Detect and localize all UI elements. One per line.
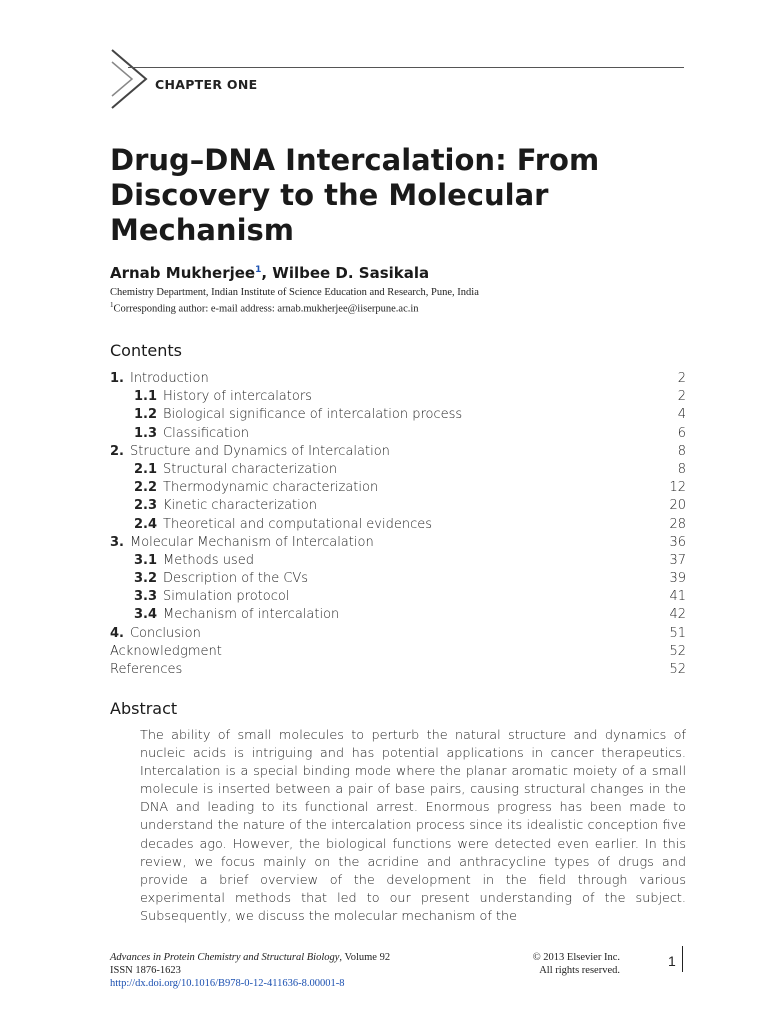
toc-entry[interactable] xyxy=(110,534,686,552)
contents-heading: Contents xyxy=(110,341,182,360)
toc-entry-title: Simulation protocol xyxy=(163,589,290,605)
toc-entry-number: 2.1 xyxy=(134,461,158,477)
toc-entry[interactable] xyxy=(110,661,686,679)
toc-entry-page: 2 xyxy=(677,371,686,386)
toc-entry-page: 12 xyxy=(669,480,686,496)
toc-entry[interactable] xyxy=(110,388,686,406)
toc-entry-number: 1.3 xyxy=(134,425,158,441)
corresponding-author xyxy=(110,299,479,316)
toc-entry-title: Thermodynamic characterization xyxy=(163,480,379,496)
page-number-bar xyxy=(682,946,683,972)
toc-entry-number: 3.2 xyxy=(134,571,158,587)
footer-copyright xyxy=(470,951,620,977)
doi-link[interactable]: http://dx.doi.org/10.1016/B978-0-12-411636-8.00001-8 xyxy=(110,978,345,989)
rights-line: All rights reserved. xyxy=(539,965,620,976)
affiliation: Chemistry Department, Indian Institute of Science Education and Research, Pune, India xyxy=(110,287,479,298)
toc-entry-title: Acknowledgment xyxy=(110,643,222,659)
affiliation-block xyxy=(110,286,479,316)
journal-name: Advances in Protein Chemistry and Structural Biology xyxy=(110,952,340,963)
toc-entry[interactable] xyxy=(110,443,686,461)
toc-entry-page: 2 xyxy=(677,389,686,405)
toc-entry-page: 8 xyxy=(677,461,686,477)
toc-entry-number: 2. xyxy=(110,443,124,459)
toc-entry-page: 28 xyxy=(669,516,686,532)
chapter-label: CHAPTER ONE xyxy=(155,77,258,92)
toc-entry[interactable] xyxy=(110,625,686,643)
toc-entry-title: Structural characterization xyxy=(163,461,338,477)
corresponding-marker: 1 xyxy=(110,301,114,309)
toc-entry[interactable] xyxy=(110,370,686,388)
page-number: 1 xyxy=(668,953,676,969)
chapter-rule xyxy=(128,67,684,68)
copyright-line: © 2013 Elsevier Inc. xyxy=(532,952,620,963)
toc-entry-number: 1.1 xyxy=(134,389,158,405)
footer-journal-line xyxy=(110,951,390,964)
toc-entry-page: 4 xyxy=(677,407,686,423)
toc-entry-number: 2.3 xyxy=(134,498,158,514)
toc-entry-number: 3. xyxy=(110,534,124,550)
chapter-chevron-icon xyxy=(110,48,150,110)
toc-entry-title: Molecular Mechanism of Intercalation xyxy=(129,534,374,550)
footer-issn: ISSN 1876-1623 xyxy=(110,965,181,976)
toc-entry-page: 42 xyxy=(669,607,686,623)
toc-entry-title: Structure and Dynamics of Intercalation xyxy=(129,443,390,459)
toc-entry-number: 2.4 xyxy=(134,516,158,532)
toc-entry-number: 1. xyxy=(110,371,124,386)
toc-entry-title: Conclusion xyxy=(129,625,201,641)
abstract-text: The ability of small molecules to perturb the natural structure and dynamics of nucleic acids is intriguing and has potential applications in cancer therapeutics. Intercalation is a special binding mode where the planar aromatic moiety of a small molecule is inserted between a pair of base pairs, causing structural changes in the DNA and leading to its functional arrest. Enormous progress has been made to understand the nature of the intercalation process since its idealistic conception five decades ago. However, the biological functions were detected even earlier. In this review, we focus mainly on the acridine and anthracycline types of drugs and provide a brief overview of the development in the field through various experimental methods that led to our present understanding of the subject. Subsequently, we discuss the molecular mechanism of the xyxy=(140,728,686,924)
toc-entry-number: 4. xyxy=(110,625,124,641)
toc-entry-title: Description of the CVs xyxy=(163,571,309,587)
toc-entry-title: Theoretical and computational evidences xyxy=(163,516,433,532)
author-line xyxy=(110,264,429,282)
author-second: Wilbee D. Sasikala xyxy=(267,264,430,282)
toc-entry-title: Biological significance of intercalation process xyxy=(163,407,463,423)
toc-entry[interactable] xyxy=(110,516,686,534)
toc-entry-page: 8 xyxy=(677,443,686,459)
author-footnote-marker[interactable]: 1 xyxy=(255,265,262,275)
toc-entry-title: Kinetic characterization xyxy=(163,498,317,514)
toc-entry[interactable] xyxy=(110,643,686,661)
toc-entry-page: 6 xyxy=(677,425,686,441)
toc-entry-number: 3.3 xyxy=(134,589,158,605)
toc-entry-title: Methods used xyxy=(163,552,254,568)
toc-entry-title: Introduction xyxy=(129,371,209,386)
toc-entry-number: 3.4 xyxy=(134,607,158,623)
toc-entry[interactable] xyxy=(110,406,686,424)
toc-entry-title: References xyxy=(110,662,183,677)
toc-entry-number: 2.2 xyxy=(134,480,158,496)
toc-entry-page: 52 xyxy=(669,643,686,659)
footer-citation xyxy=(110,951,390,990)
toc-entry-title: History of intercalators xyxy=(163,389,312,405)
toc-entry-page: 41 xyxy=(669,589,686,605)
toc-entry-page: 39 xyxy=(669,571,686,587)
toc-entry-number: 3.1 xyxy=(134,552,158,568)
corresponding-text: Corresponding author: e-mail address: arnab.mukherjee@iiserpune.ac.in xyxy=(113,303,419,315)
toc-entry-page: 36 xyxy=(669,534,686,550)
toc-entry-title: Mechanism of intercalation xyxy=(163,607,340,623)
toc-entry-page: 52 xyxy=(669,662,686,677)
toc-entry-title: Classification xyxy=(163,425,250,441)
chapter-title: Drug–DNA Intercalation: From Discovery to the Molecular Mechanism xyxy=(110,143,600,247)
toc-entry-page: 51 xyxy=(669,625,686,641)
toc-entry[interactable] xyxy=(110,606,686,624)
author-first: Arnab Mukherjee xyxy=(110,264,256,282)
toc-entry-page: 20 xyxy=(669,498,686,514)
toc-entry[interactable] xyxy=(110,552,686,570)
toc-entry[interactable] xyxy=(110,497,686,515)
toc-entry[interactable] xyxy=(110,570,686,588)
toc-entry-number: 1.2 xyxy=(134,407,158,423)
abstract-heading: Abstract xyxy=(110,699,178,718)
table-of-contents xyxy=(110,370,686,679)
toc-entry[interactable] xyxy=(110,479,686,497)
toc-entry[interactable] xyxy=(110,425,686,443)
toc-entry-page: 37 xyxy=(669,552,686,568)
toc-entry[interactable] xyxy=(110,461,686,479)
author-separator: , xyxy=(261,264,268,282)
journal-volume: , Volume 92 xyxy=(339,952,391,963)
toc-entry[interactable] xyxy=(110,588,686,606)
